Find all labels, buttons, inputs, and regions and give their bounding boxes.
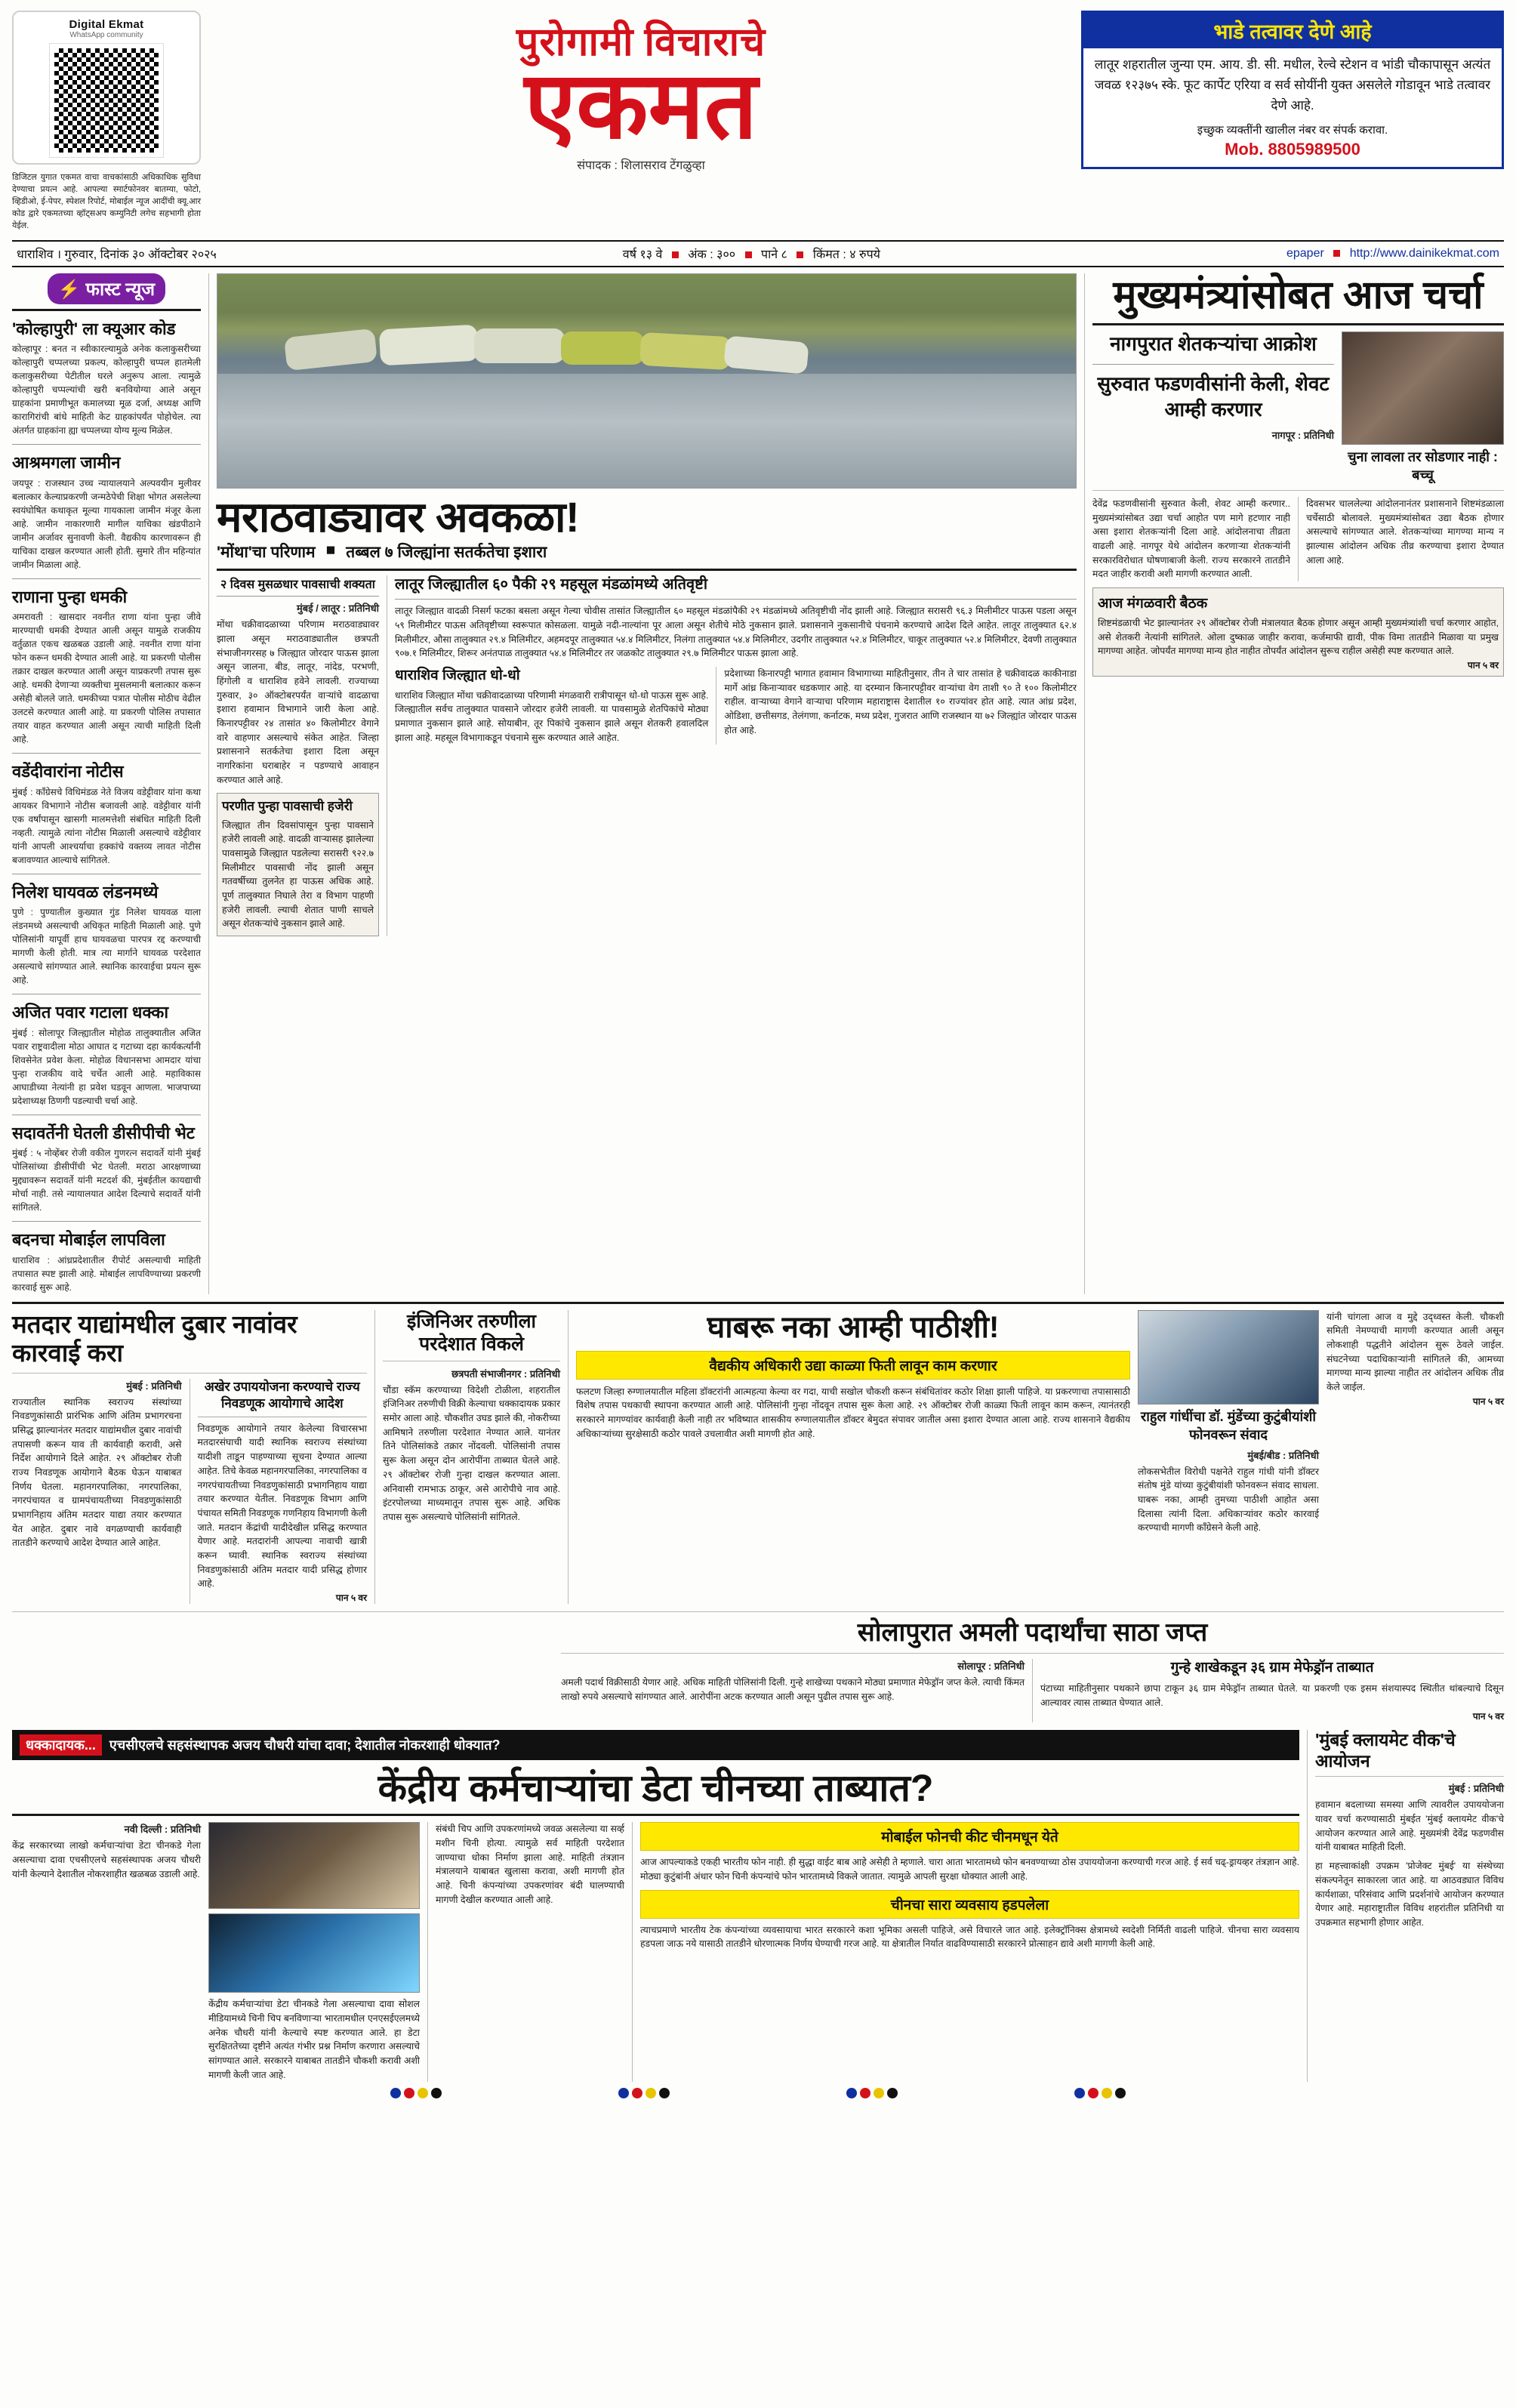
fast-news-body: पुणे : पुण्यातील कुख्यात गुंड निलेश घायवळ याला लंडनमध्ये असल्याची अधिकृत माहिती मिळाली आहे. पुणे पोलिसांनी यापूर्वी हाच घायवळचा पारपत्र रद्द करण्याची मागणी केली होती. मात्र त्या मार्गाने घायवळ परदेशात असल्याचे सांगण्यात आले. स्थानिक कारवाईचा प्रयत्न सुरू आहे. <box>12 907 201 986</box>
cm-subheads <box>1092 331 1334 484</box>
chip-photo <box>208 1913 420 1993</box>
solapur-row <box>561 1659 1504 1722</box>
rahul-body-3: यांनी चांगला आज व मुद्दे उद्ध्वस्त केली. चौकशी समिती नेमण्याची मागणी करण्यात आली असून लोकशाही पद्धतीने आंदोलन सुरू ठेवले जाईल. संघटनेच्या पदाधिकाऱ्यांनी सांगितले की, आमच्या मागण्या मान्य झाल्या नाहीत तर आंदोलन अधिक तीव्र केले जाईल. <box>1326 1311 1504 1393</box>
china-data-story[interactable] <box>12 1730 1299 2082</box>
yellow-ribbon-2: चीनचा सारा व्यवसाय हडपलेला <box>640 1890 1299 1919</box>
cm-photo-caption: चुना लावला तर सोडणार नाही : बच्चू <box>1348 449 1498 483</box>
bottom-body-1: केंद्र सरकारच्या लाखो कर्मचाऱ्यांचा डेटा चीनकडे गेला असल्याचा दावा एचसीएलचे सहसंस्थापक अजय चौधरी यांनी केल्याने देशातील नोकरशाहीत खळबळ उडाली आहे. <box>12 1840 201 1879</box>
solapur-inset-headline: गुन्हे शाखेकडून ३६ ग्राम मेफेड्रॉन ताब्यात <box>1170 1660 1374 1676</box>
cm-subhead-1: नागपुरात शेतकऱ्यांचा आक्रोश <box>1110 331 1317 355</box>
fast-news-body: मुंबई : काँग्रेसचे विधिमंडळ नेते विजय वडेट्टीवार यांना कथा आयकर विभागाने नोटीस बजावली आहे. वडेट्टीवार यांनी एक वर्षांपासून खासगी मालमत्तेशी संबंधित माहिती दिली नव्हती. त्यामुळे त्यांना नोटीस मिळाली असल्याचे वडेट्टीवार यांनी आपली आश्चर्याचा हक्कांचे वक्तव्य लावत नोटीस बजावण्यात आल्याचे सांगितले. <box>12 786 201 865</box>
masthead <box>12 11 1504 233</box>
qr-title: Digital Ekmat <box>69 18 144 31</box>
voter-col-2 <box>198 1379 368 1604</box>
fast-news-label <box>48 273 165 304</box>
banner-text: एचसीएलचे सहसंस्थापक अजय चौधरी यांचा दावा; देशातील नोकरशाही धोक्यात? <box>109 1737 501 1753</box>
ad-mobile-number[interactable]: Mob. 8805989500 <box>1225 139 1360 159</box>
cm-headline: मुख्यमंत्र्यांसोबत आज चर्चा <box>1113 273 1484 317</box>
divider <box>12 578 201 579</box>
fast-news-item[interactable] <box>12 1123 201 1215</box>
lead-subhead: 'मोंथा'चा परिणाम <box>217 544 316 562</box>
bolt-icon: ⚡ <box>57 279 81 300</box>
voter-col-1 <box>12 1379 182 1604</box>
masthead-tagline: पुरोगामी विचाराचे <box>516 21 766 64</box>
solapur-col-1 <box>561 1659 1025 1722</box>
bottom-body-3: संबंधी चिप आणि उपकरणांमध्ये जवळ असलेल्या या सर्व्ह मशीन चिनी होत्या. त्यामुळे सर्व माहिती परदेशात जाण्याचा धोका निर्माण झाला आहे. माहिती तंत्रज्ञान मंत्रालयाने याबाबत खुलासा करावा, अशी मागणी होत आहे. चिनी कंपन्यांच्या उपकरणांवर बंदी घालण्याची मागणी देखील करण्यात आली आहे. <box>436 1824 624 1905</box>
divider <box>1307 1730 1308 2082</box>
dharashiv-body: धाराशिव जिल्ह्यात मोंथा चक्रीवादळाच्या परिणामी मंगळवारी रात्रीपासून धो-धो पाऊस सुरू आहे. जिल्ह्यातील सर्वच तालुक्यात पावसाने जोरदार हजेरी लावली. या पावसामुळे शेतपिकांचे मोठ्या प्रमाणात नुकसान झाले आहे. सोयाबीन, तूर पिकांचे नुकसान झाले असून शेतकरी हवालदिल झाला आहे. महसूल विभागाकडून पंचनामे सुरू करण्यात आले आहेत. <box>395 689 709 743</box>
rahul-top-row <box>576 1310 1504 1535</box>
qr-note: डिजिटल युगात एकमत वाचा वाचकांसाठी अधिकाधिक सुविधा देण्याचा प्रयत्न आहे. आपल्या स्मार्टफोनवर बातम्या, फोटो, व्हिडीओ, ई-पेपर, स्पेशल रिपोर्ट, मोबाईल न्यूज आदींची क्यू.आर कोड द्वारे एकमतच्या व्हॉट्सअप कम्युनिटी लगेच सहभागी होता येईल. <box>12 173 201 230</box>
solapur-inset-body: पंटाच्या माहितीनुसार पथकाने छापा टाकून ३६ ग्राम मेफेड्रॉन ताब्यात घेतले. या प्रकरणी एक इसम संशयास्पद स्थितीत थांबल्याचे दिसून आल्यावर त्यास ताब्यात घेण्यात आले. <box>1040 1682 1504 1708</box>
globe-icon <box>1333 250 1340 257</box>
fast-news-item[interactable] <box>12 452 201 572</box>
folio-strip <box>12 240 1504 267</box>
fast-news-title: राणाना पुन्हा धमकी <box>12 587 128 606</box>
divider <box>1315 1776 1504 1777</box>
fast-news-label-text: फास्ट न्यूज <box>85 279 156 300</box>
separator-square-icon <box>797 251 803 258</box>
inset-headline: परणीत पुन्हा पावसाची हजेरी <box>222 799 353 814</box>
divider <box>1032 1659 1033 1722</box>
divider <box>632 1822 633 2082</box>
bottom-feature-band <box>12 1730 1504 2082</box>
fast-news-item[interactable] <box>12 761 201 867</box>
solapur-headline: सोलापुरात अमली पदार्थांचा साठा जप्त <box>857 1618 1208 1647</box>
fast-news-body: धाराशिव : आंध्रप्रदेशातील रीपोर्ट असल्याची माहिती तपासात स्पष्ट झाली आहे. मोबाईल लापविण्याच्या प्रकरणी कारवाई सुरू आहे. <box>12 1254 201 1293</box>
masthead-advertisement[interactable] <box>1081 11 1504 169</box>
folio-date: धाराशिव । गुरुवार, दिनांक ३० ऑक्टोबर २०२५ <box>17 248 217 261</box>
fast-news-body: जयपूर : राजस्थान उच्च न्यायालयाने अल्पवयीन मुलीवर बलात्कार केल्याप्रकरणी जन्मठेपेची शिक्षा भोगत असलेल्या स्वयंघोषित कथाकृत मूल्या गायकाला जामीन मंजूर केला आहे. जामीन नाकारणारी मागील याचिका खंडपीठाने जामीन अर्जावर सुनावणी केली. वैद्यकीय कारणावरून ही याचिका दाखल करण्यात आली होती. सुमारे तीन महिन्यांत जामीन मिळाला आहे. <box>12 477 201 570</box>
masthead-editor: संपादक : शिलासराव टेंगळुव्हा <box>577 159 705 172</box>
rahul-extra-col <box>1326 1310 1504 1535</box>
climate-body-1: हवामान बदलाच्या समस्या आणि त्यावरील उपाययोजना यावर चर्चा करण्यासाठी मुंबईत 'मुंबई क्लायमेट वीक'चे आयोजन करण्यात आले आहे. मुख्यमंत्री देवेंद्र फडणवीस यांनी याबाबत माहिती दिली. <box>1315 1799 1504 1853</box>
voter-list-story[interactable] <box>12 1310 367 1604</box>
folio-year: वर्ष १३ वे <box>622 248 663 261</box>
rahul-body-2: फलटण जिल्हा रुग्णालयातील महिला डॉक्टरांनी आत्महत्या केल्या वर गदा, याची सखोल चौकशी करून संबंधितांवर कठोर शिक्षा झाली पाहिजे. या प्रकरणाचा तपासासाठी विशेष तपास पथकाची स्थापना करण्यात आली आहे. पोलिसांनी गुन्हा नोंदवून तपास सुरू केला आहे. २९ ऑक्टोबर रोजी काळ्या फिती लावून काम करून, त्यानंतरही सरकारने मागण्यांवर कार्यवाही केली नाही तर भविष्यात शासकीय रुग्णालयातील डॉक्टर बेमुदत संपावर जातील असा इशारा देण्यात आला आहे. राज्य शासनाने वैद्यकीय अधिकाऱ्यांच्या सुरक्षेसाठी कठोर पावले उचलावीत अशी मागणी होत आहे. <box>576 1386 1130 1439</box>
folio-price: किंमत : ४ रुपये <box>812 248 880 261</box>
doctors-ribbon: वैद्यकीय अधिकारी उद्या काळ्या फिती लावून काम करणार <box>576 1351 1130 1380</box>
bottom-body-row <box>12 1822 1299 2082</box>
qr-subtitle: WhatsApp community <box>69 31 143 39</box>
divider <box>12 1302 1504 1304</box>
qr-panel <box>12 11 201 233</box>
voter-body-row <box>12 1379 367 1604</box>
divider <box>12 309 201 311</box>
solapur-story[interactable] <box>561 1618 1504 1722</box>
inset-body: जिल्ह्यात तीन दिवसांपासून पुन्हा पावसाने हजेरी लावली आहे. वादळी वाऱ्यासह झालेल्या पावसामुळे जिल्ह्यात पडलेल्या सरासरी ९२२.७ मिलीमीटर पावसाची नोंद झाली असून गतवर्षीच्या तुलनेत हा पाऊस अधिक आहे. पूर्ण तालुक्यात निघाले तेरा व विभाग पाहणी हजेरी लावली. ल्याची शेतात पाणी साचले असून शेतकऱ्यांचे नुकसान झाले आहे. <box>222 819 374 930</box>
mid-lower-band <box>12 1310 1504 1604</box>
masthead-title: एकमत <box>524 54 758 158</box>
masthead-center <box>210 11 1072 173</box>
fast-news-body: मुंबई : सोलापूर जिल्ह्यातील मोहोळ तालुक्यातील अजित पवार राष्ट्रवादीला मोठा आघात द गटाच्या दहा कार्यकर्त्यांनी शिवसेनेत प्रवेश केला. मोहोळ विधानसभा आमदार यांचा पुन्हा राजकीय वादे चर्चेत आली आहे. महाविकास आघाडीच्या नेत्यांनी हा प्रवेश घडवून आणला. भाजपाच्या प्रदेशाध्यक्ष ठिणगी पडल्याची चर्चा आहे. <box>12 1027 201 1106</box>
solapur-col-2 <box>1040 1659 1504 1722</box>
divider <box>1092 364 1334 365</box>
lead-lower-row <box>395 667 1077 745</box>
folio-issue: अंक : ३०० <box>688 248 736 261</box>
divider <box>1092 490 1504 491</box>
divider <box>12 1221 201 1222</box>
fast-news-body: मुंबई : ५ नोव्हेंबर रोजी वकील गुणरत्न सदावर्ते यांनी मुंबई पोलिसांच्या डीसीपींची भेट घेतली. मराठा आरक्षणाच्या मुद्द्यावरून सदावर्ते यांनी मटदर्श की, मुंबईतील कायद्याची मोर्चा नाही. तसे न्यायालयात आदेश दिल्याचे सदावर्ते यांनी सांगितले. <box>12 1148 201 1213</box>
bottom-headline: केंद्रीय कर्मचाऱ्यांचा डेटा चीनच्या ताब्यात? <box>377 1767 934 1810</box>
read-more-link[interactable]: पान ५ वर <box>335 1592 367 1603</box>
engineer-byline: छत्रपती संभाजीनगर : प्रतिनिधी <box>451 1367 560 1380</box>
website-link[interactable]: http://www.dainikekmat.com <box>1349 246 1499 260</box>
divider <box>12 1814 1299 1816</box>
fast-news-item[interactable] <box>12 587 201 747</box>
read-more-link[interactable]: पान ५ वर <box>1472 1711 1504 1722</box>
fast-news-title: वडेंदीवारांना नोटीस <box>12 762 124 782</box>
rahul-photo <box>1138 1310 1319 1404</box>
dharashiv-headline: धाराशिव जिल्ह्यात धो-धो <box>395 667 520 683</box>
lead-subcolumn-center <box>395 575 1077 936</box>
divider <box>1084 273 1085 1294</box>
lead-center-body: लातूर जिल्ह्यात वादळी निसर्ग फटका बसला असून गेल्या चोवीस तासांत जिल्ह्यातील ६० महसूल मंडळांपैकी २९ मंडळांमध्ये अतिवृष्टीची नोंद झाली आहे. जिल्ह्यात सरासरी ९६.३ मिलीमीटर पाऊस पडला असून ५९ मिलीमीटर पाऊस अतिवृष्टीच्या स्वरूपात कोसळला. यामुळे नदी-नाल्यांना पूर आला असून शेतीचे मोठे नुकसान झाले. प्रशासनाने नुकसानीचे पंचनामे करण्याचे आदेश दिले आहेत. लातूर तालुक्यात ६२.४ मिलीमीटर, औसा तालुक्यात २९.४ मिलिमीटर, अहमदपूर तालुक्यात ५४.४ मिलिमीटर, निलंगा तालुक्यात ५४.४ मिलिमीटर, उदगीर तालुक्यात ५२.४ मिलिमीटर, चाकूर तालुक्यात ५२.४ मिलिमीटर, देवणी तालुक्यात ९०७.१ मिलिमीटर, शिरूर अनंतपाळ तालुक्यात ५४.४ मिलिमीटर तर जळकोट तालुक्यात २९.७ मिलिमीटर पाऊस झाला आहे. <box>395 606 1077 659</box>
main-grid <box>12 273 1504 1294</box>
cm-inset-box <box>1092 587 1504 677</box>
solapur-band <box>12 1618 1504 1722</box>
bottom-body-2: केंद्रीय कर्मचाऱ्यांचा डेटा चीनकडे गेला असल्याचा दावा सोशल मीडियामध्ये चिनी चिप बनविणाऱ्या भारतामधील एनएसईएलमध्ये अनेक चौधरी यांनी केल्याचे स्पष्ट करण्यात आले. हा डेटा सुरक्षिततेच्या दृष्टीने अत्यंत गंभीर प्रश्न निर्माण करणारा असल्याचे सांगण्यात आले. सरकारने याबाबत तातडीने चौकशी करावी अशी मागणी केली जात आहे. <box>208 1999 420 2080</box>
climate-body-2: हा महत्त्वाकांक्षी उपक्रम 'प्रोजेक्ट मुंबई' या संस्थेच्या संकल्पनेतून साकारला जात आहे. या आठवड्यात विविध कार्यशाळा, परिसंवाद आणि प्रदर्शनांचे आयोजन करण्यात येणार आहे. महाराष्ट्रातील विविध शहरांतील प्रतिनिधी या उपक्रमात सहभागी होणार आहेत. <box>1315 1861 1504 1928</box>
bottom-col-3 <box>436 1822 624 2082</box>
fast-news-body: कोल्हापूर : बनत न स्वीकारल्यामुळे अनेक कलाकुसरीच्या कोल्हापुरी चप्पलच्या प्रकल्प, कोल्हापुरी चप्पल हातमेली कलाकुसरीच्या पेटीतील घरले अनुरूप आला. त्यामुळे कोल्हापुरी चप्पल्यांची खरी बनवियोग्या आले असून ग्राहकांना प्रमाणीभूत कमालच्या मूळ दर्जा, अध्यक्ष आणि कारागिरांची बांधे माहिती केट ग्राहकांपर्यंत पोहोचेल. त्या अंतर्गत ग्राहकांना ह्या चप्पलच्या योग्य मूल्य मिळेल. <box>12 344 201 436</box>
voter-headline: मतदार याद्यांमधील दुबार नावांवर कारवाई करा <box>12 1309 297 1367</box>
rahul-photo-caption: राहुल गांधींचा डॉ. मुंडेंच्या कुटुंबीयांशी फोनवरून संवाद <box>1140 1408 1317 1442</box>
bottom-byline: नवी दिल्ली : प्रतिनिधी <box>124 1824 201 1836</box>
spacer <box>12 1618 553 1722</box>
divider <box>208 273 209 1294</box>
fast-news-title: निलेश घायवळ लंडनमध्ये <box>12 882 159 902</box>
voter-subhead: अखेर उपाययोजना करण्याचे राज्य निवडणूक आयोगाचे आदेश <box>198 1379 368 1417</box>
divider <box>1092 323 1504 325</box>
rahul-head-block <box>576 1310 1130 1535</box>
engineer-story[interactable] <box>383 1310 560 1604</box>
phone-photo <box>208 1822 420 1909</box>
divider <box>12 1373 367 1374</box>
divider <box>12 753 201 754</box>
lead-photo <box>217 273 1077 489</box>
lead-lower-left <box>395 667 708 745</box>
fast-news-body: अमरावती : खासदार नवनीत राणा यांना पुन्हा जीवे मारण्याची धमकी देण्यात आली असून यामुळे राजकीय वर्तुळात एकच खळबळ उडाली आहे. नवनीत राणा यांना फोन करून धमकी देण्यात आली आहे. या प्रकरणी पोलीस तक्रार दाखल करण्यात आली असून याप्रकरणी तपास सुरू आहे. धमकी देणाऱ्या व्यक्तीचा मुसलमानी बलात्कार करून असेही बोलले जाते. धमकीच्या पत्रात पोलीस मोठीच वेढील उलटसे करण्यात आली आहे. या प्रकरणी पोलिस तपासात तयार वाहत करण्यात आली असून त्याची माहिती दिली आहे. <box>12 612 201 745</box>
rahul-body-1: लोकसभेतील विरोधी पक्षनेते राहुल गांधी यांनी डॉक्टर संतोष मुंडे यांच्या कुटुंबीयांशी फोनवरून संवाद साधला. घाबरू नका, आम्ही तुमच्या पाठीशी आहोत असा दिलासा त्यांनी दिला. अधिकाऱ्यांवर कठोर कारवाई करण्याची मागणी काँग्रेसने केली आहे. <box>1138 1466 1319 1534</box>
divider <box>12 444 201 445</box>
lead-inset-box <box>217 793 379 936</box>
rahul-headline: घाबरू नका आम्ही पाठीशी! <box>707 1310 1000 1344</box>
ad-body: लातूर शहरातील जुन्या एम. आय. डी. सी. मधील, रेल्वे स्टेशन व भांडी चौकापासून अत्यंत जवळ १२३७५ स्के. फूट कार्पेट एरिया व सर्व सोयींनी युक्त असलेले गोडावून भाडे तत्वावर देणे आहे. <box>1094 57 1491 113</box>
voter-body-2: निवडणूक आयोगाने तयार केलेल्या विचारसभा मतदारसंघाची यादी स्थानिक स्वराज्य संस्थांच्या यादीशी ताडून पाहण्याच्या सूचना देण्यात आल्या आहेत. तिचे केवळ महानगरपालिका, नगरपालिका व नगरपंचायतीच्या निवडणुकांसाठी प्रभागनिहाय याद्या तयार करण्यात येतील. निवडणूक विभाग आणि पंचायत समिती निवडणूक गणनिहाय विभागणी केली जाते. मतदान केंद्रांची यादीदेखील प्रसिद्ध करण्यात येणार आहे. मतदारांनी आपल्या नावाची खात्री करून घ्यावी. स्थानिक स्वराज्य संस्थांच्या निवडणुकांसाठी अंतिम मतदार यादी प्रसिद्ध होणार आहे. <box>197 1423 367 1589</box>
folio-issue-info <box>623 245 880 262</box>
lead-story-column <box>217 273 1077 1294</box>
fast-news-title: आश्रमगला जामीन <box>12 453 121 473</box>
fast-news-title: अजित पवार गटाला धक्का <box>12 1003 169 1022</box>
fast-news-item[interactable] <box>12 882 201 988</box>
fast-news-title: सदावर्तेनी घेतली डीसीपीची भेट <box>12 1123 195 1142</box>
qr-box[interactable] <box>12 11 201 165</box>
cm-subhead-2: सुरुवात फडणवीसांनी केली, शेवट आम्ही करणार <box>1097 372 1330 421</box>
lead-byline: मुंबई / लातूर : प्रतिनिधी <box>297 603 379 615</box>
lead-column-text: मोंथा चक्रीवादळाच्या परिणाम मराठवाड्यावर झाला असून मराठवाड्यातील छत्रपती संभाजीनगरसह ७ जिल्ह्यात जोरदार पाऊस झाला असून जालना, बीड, लातूर, नांदेड, परभणी, हिंगोली व धाराशिव हवेने लावली. राज्याच्या गुरुवार, ३० ऑक्टोबरपर्यंत वाऱ्यांचे वादळाचा इशारा हवामान विभागाने जारी केला आहे. किनारपट्टीवर २४ तासांत ४० किलोमीटर वेगाने वारे वाहणार असल्याचे संकेत आहेत. जिल्हा प्रशासनाने सतर्कतेचा इशारा दिला असून नागरिकांना घराबाहेर न पडण्याचे आवाहन करण्यात आले आहे. <box>217 619 379 785</box>
lead-lower-right <box>724 667 1077 745</box>
lead-subcolumn-left <box>217 575 379 936</box>
solapur-body: अमली पदार्थ विक्रीसाठी येणार आहे. अधिक माहिती पोलिसांनी दिली. गुन्हे शाखेच्या पथकाने मोठ्या प्रमाणात मेफेड्रॉन जप्त केले. त्याची किंमत लाखो रुपये असल्याचे सांगण्यात आले. आरोपींना अटक करण्यात आली असून पुढील तपास सुरू आहे. <box>561 1677 1025 1702</box>
fast-news-column <box>12 273 201 1294</box>
cm-photo-block <box>1342 331 1504 484</box>
banner-tag: धक्कादायक... <box>20 1734 102 1756</box>
fast-news-title: 'कोल्हापुरी' ला क्यूआर कोड <box>12 319 176 338</box>
cm-body-col-2: दिवसभर चाललेल्या आंदोलनानंतर प्रशासनाने शिष्टमंडळाला चर्चेसाठी बोलावले. मुख्यमंत्र्यांसोबत उद्या बैठक होणार असल्याचे सांगण्यात आले. शेतकऱ्यांच्या मागण्या मान्य न झाल्यास आंदोलन अधिक तीव्र करण्याचा इशारा देण्यात आला आहे. <box>1306 498 1504 566</box>
bottom-yellow-col <box>640 1822 1299 2082</box>
rahul-photo-block <box>1138 1310 1319 1535</box>
yellow-body-2: त्याचप्रमाणे भारतीय टेक कंपन्यांच्या व्यवसायाचा भारत सरकारने कशा भूमिका असली पाहिजे, असे विचारले जात आहे. इलेक्ट्रॉनिक्स क्षेत्रामध्ये स्वदेशी निर्मिती वाढली पाहिजे. चीनचा सारा व्यवसाय हडपला जाऊ नये यासाठी तातडीने धोरणात्मक निर्णय घेण्याची गरज आहे. या क्षेत्रातील निर्यात वाढविण्यासाठी सरकारने प्रोत्साहन द्यावे अशी मागणी केली आहे. <box>640 1924 1299 1950</box>
cm-body-col-1: देवेंद्र फडणवीसांनी सुरुवात केली, शेवट आम्ही करणार.. मुख्यमंत्र्यांसोबत उद्या चर्चा आहोत पण मागे हटणार नाही असा इशारा शेतकऱ्यांनी दिला आहे. आंदोलनाचा तीव्रता वाढली आहे. नागपूर येथे आंदोलन करणाऱ्या शेतकऱ्यांनी सरकारविरोधात घोषणाबाजी केली. राज्य सरकारने तातडीने मदत जाहीर करावी अशी मागणी करण्यात आली. <box>1092 498 1290 580</box>
cm-byline: नागपूर : प्रतिनिधी <box>1271 430 1334 442</box>
ad-heading: भाडे तत्वावर देणे आहे <box>1083 13 1502 48</box>
cm-body-row <box>1092 497 1504 581</box>
voter-body-1: राज्यातील स्थानिक स्वराज्य संस्थांच्या निवडणुकांसाठी प्रारंभिक आणि अंतिम प्रभागरचना प्रसिद्ध झाल्यानंतर मतदार याद्यांमधील दुबार नावांची तपासणी करून याव ती कार्यवाही करावी, असे निर्देश आयोगाने दिले आहेत. २९ ऑक्टोबर रोजी राज्य निवडणूक आयोगाने बैठक घेऊन याबाबत निर्णय घेतला. महानगरपालिका, नगरपालिका, नगरपंचायत व ग्रामपंचायतीच्या निवडणुकांसाठी प्रभागनिहाय अंतिम मतदार याद्या तयार करण्यात येत आहेत. दुबार नावे वगळण्याची कार्यवाही तातडीने करण्याचे आदेश देण्यात आले आहेत. <box>12 1396 182 1549</box>
registration-dots <box>12 2088 1504 2098</box>
lead-bullet: तब्बल ७ जिल्ह्यांना सतर्कतेचा इशारा <box>346 544 547 562</box>
cm-meeting-column <box>1092 273 1504 1294</box>
bottom-photo-block <box>208 1822 420 2082</box>
read-more-link[interactable]: पान ५ वर <box>1467 660 1499 671</box>
fast-news-item[interactable] <box>12 1002 201 1108</box>
separator-square-icon <box>672 251 679 258</box>
solapur-byline: सोलापूर : प्रतिनिधी <box>957 1660 1025 1673</box>
bottom-banner <box>12 1730 1299 1760</box>
qr-code-icon[interactable] <box>50 44 163 157</box>
divider <box>427 1822 428 2082</box>
bottom-col-1 <box>12 1822 201 2082</box>
mumbai-climate-story[interactable] <box>1315 1730 1504 2082</box>
cm-inset-headline: आज मंगळवारी बैठक <box>1098 596 1208 612</box>
lead-bottom-body: प्रदेशाच्या किनारपट्टी भागात हवामान विभागाच्या माहितीनुसार, तीन ते चार तासांत हे चक्रीवादळ काकीनाडा मार्गे आंध्र किनाऱ्यावर धडकणार आहे. या दरम्यान किनारपट्टीवर वाऱ्यांचा वेग ताशी ९० ते १०० किलोमीटर राहील. वाऱ्याच्या वेगाने वाऱ्याचा परिणाम महाराष्ट्रास देशातील १० राज्यांवर होत आहे. त्यात आंध्र प्रदेश, ओडिशा, छत्तीसगड, तेलंगणा, कर्नाटक, मध्य प्रदेश, गुजरात आणि राजस्थान या ७२ जिल्ह्यांत जोरदार पाऊस होत आहे. <box>724 668 1077 735</box>
yellow-ribbon-1: मोबाईल फोनची कीट चीनमधून येते <box>640 1822 1299 1851</box>
voter-byline: मुंबई : प्रतिनिधी <box>126 1380 182 1392</box>
engineer-body: चौंडा स्कॅम करण्याच्या विदेशी टोळीला, शहरातील इंजिनिअर तरुणीची विक्री केल्याचा धक्कादायक प्रकार समोर आला आहे. चौकशीत उघड झाले की, नोकरीच्या आमिषाने तरुणीला परदेशात नेण्यात आले. यानंतर तिने पोलिसांकडे तक्रार नोंदवली. पोलिसांनी तपास सुरू केला असून दोन आरोपींना ताब्यात घेतले आहे. २९ ऑक्टोबर रोजी गुन्हा दाखल करण्यात आला. अनिवासी रामभाऊ ठाकूर, असे आरोपीचे नाव आहे. इंटरपोलच्या माध्यमातून तपास सुरू आहे. अधिक तपास सुरू असल्याचे पोलिसांनी सांगितले. <box>383 1384 560 1522</box>
cm-top-row <box>1092 331 1504 484</box>
read-more-link[interactable]: पान ५ वर <box>1472 1395 1504 1407</box>
climate-headline: 'मुंबई क्लायमेट वीक'चे आयोजन <box>1315 1730 1456 1771</box>
lead-sub-headline: २ दिवस मुसळधार पावसाची शक्यता <box>217 575 379 597</box>
divider <box>1298 497 1299 581</box>
rahul-byline: मुंबई/बीड : प्रतिनिधी <box>1247 1449 1319 1461</box>
lead-body-row <box>217 575 1077 936</box>
divider <box>12 1611 1504 1612</box>
yellow-body-1: आज आपल्याकडे एकही भारतीय फोन नाही. ही सुद्धा वाईट बाब आहे असेही ते म्हणाले. चारा आता भारतामध्ये फोन बनवण्याच्या ठोस उपाययोजना करण्याची गरज आहे. ई सर्व चढ्-ड्रायव्हर तंत्रज्ञान आहे. मोठ्या कुटुंबांनी अंधार फोन चिनी कंपन्यांचे फोन भारतामध्ये विकले जातात. त्यामुळे आपली सुरक्षा धोक्यात आली आहे. <box>640 1857 1299 1882</box>
divider <box>217 569 1077 571</box>
epaper-label: epaper <box>1286 246 1324 260</box>
fast-news-item[interactable] <box>12 319 201 438</box>
climate-byline: मुंबई : प्रतिनिधी <box>1448 1783 1504 1795</box>
divider <box>561 1653 1504 1654</box>
fast-news-title: बदनचा मोबाईल लापविला <box>12 1230 165 1250</box>
rahul-gandhi-story[interactable] <box>576 1310 1504 1604</box>
lead-center-headline: लातूर जिल्ह्यातील ६० पैकी २९ महसूल मंडळांमध्ये अतिवृष्टी <box>395 575 1077 600</box>
fast-news-item[interactable] <box>12 1229 201 1294</box>
lead-headline: मराठवाड्यावर अवकळा! <box>217 492 580 541</box>
engineer-headline: इंजिनिअर तरुणीला परदेशात विकले <box>406 1310 537 1355</box>
separator-square-icon <box>745 251 752 258</box>
divider <box>374 1310 375 1604</box>
folio-epaper[interactable] <box>1286 247 1499 261</box>
lead-kicker <box>217 541 1077 563</box>
folio-pages: पाने ८ <box>761 248 787 261</box>
bullet-square-icon: ■ <box>325 541 336 560</box>
ad-footer: इच्छुक व्यक्तींनी खालील नंबर वर संपर्क करावा. <box>1197 123 1388 137</box>
cm-inset-body: शिष्टमंडळाची भेट झाल्यानंतर २९ ऑक्टोबर रोजी मंत्रालयात बैठक होणार असून आम्ही मुख्यमंत्र्यांशी चर्चा करणार आहोत, असे शेतकरी नेत्यांनी सांगितले. ओला दुष्काळ जाहीर करावा, कर्जमाफी द्यावी, पीक विमा तातडीने मिळावा या प्रमुख मागण्या आहेत. जोपर्यंत मागण्या मान्य होत नाहीत तोपर्यंत आंदोलन सुरूच राहील असेही स्पष्ट करण्यात आले. <box>1098 618 1499 657</box>
cm-photo <box>1342 331 1504 445</box>
